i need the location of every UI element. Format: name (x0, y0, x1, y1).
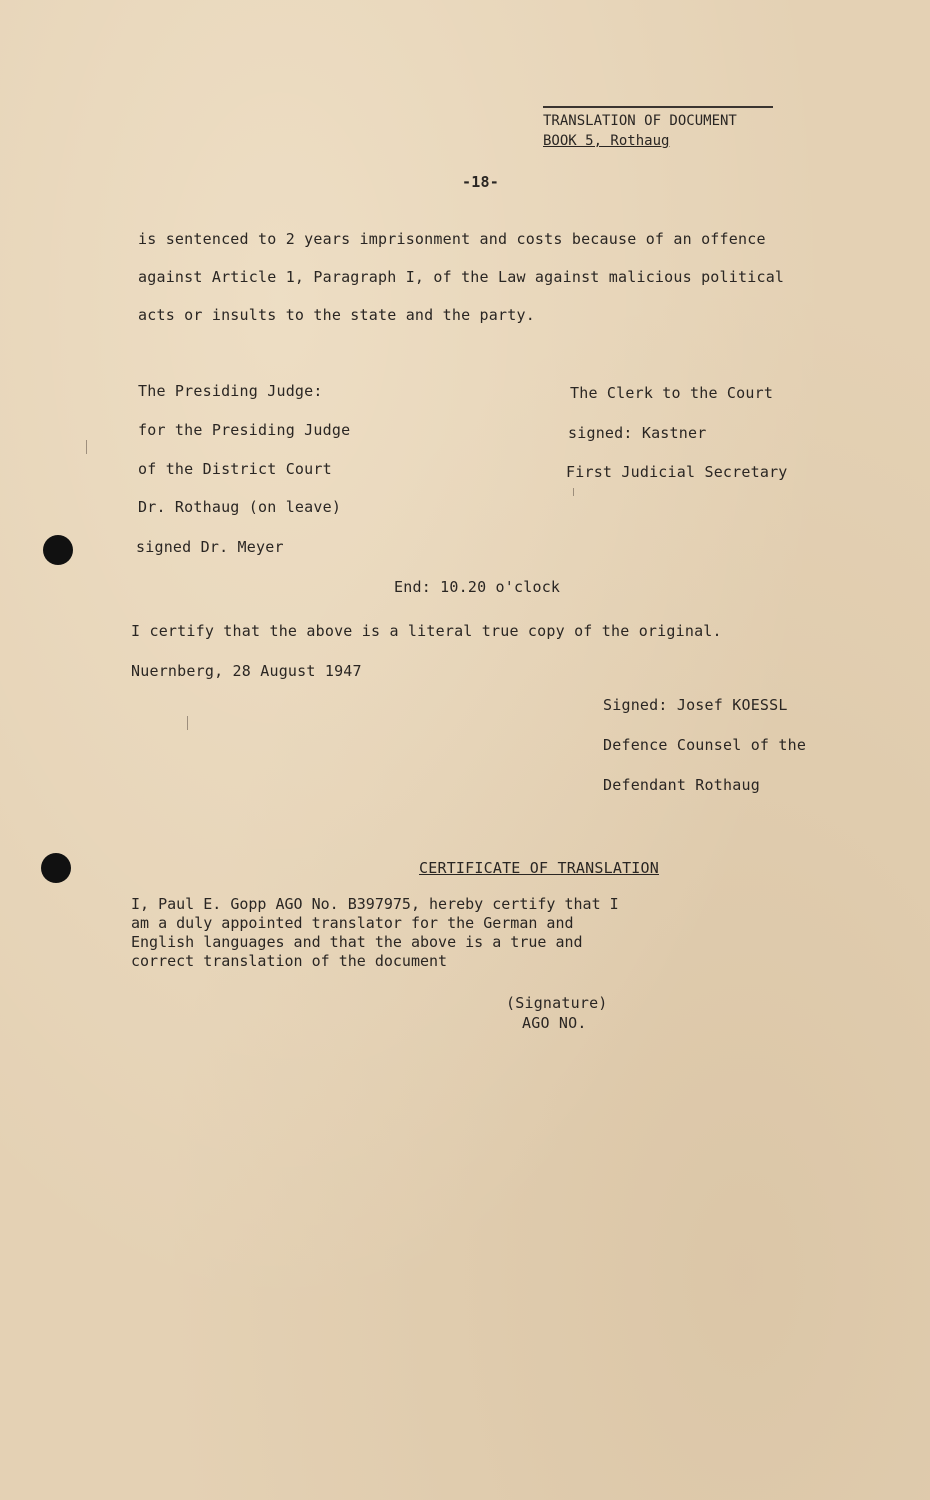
right-signature-line-3: First Judicial Secretary (566, 463, 788, 481)
punch-hole-top (43, 535, 73, 565)
certificate-line-1: I, Paul E. Gopp AGO No. B397975, hereby certify that I (131, 895, 619, 913)
left-signature-line-3: of the District Court (138, 460, 332, 478)
header-book: BOOK 5, Rothaug (543, 133, 670, 149)
right-signature-line-1: The Clerk to the Court (570, 384, 774, 402)
counsel-line-1: Signed: Josef KOESSL (603, 696, 788, 714)
place-date: Nuernberg, 28 August 1947 (131, 662, 362, 680)
left-signature-line-1: The Presiding Judge: (138, 382, 323, 400)
left-signature-line-4: Dr. Rothaug (on leave) (138, 498, 342, 516)
page-number: -18- (462, 173, 499, 191)
certificate-line-2: am a duly appointed translator for the German and (131, 914, 574, 932)
certificate-signature: (Signature) (506, 994, 608, 1012)
punch-hole-bottom (41, 853, 71, 883)
stray-mark (86, 440, 87, 454)
stray-mark (573, 488, 574, 496)
certificate-title: CERTIFICATE OF TRANSLATION (419, 859, 659, 877)
sentence-line-2: against Article 1, Paragraph I, of the Law against malicious political (138, 268, 785, 286)
sentence-line-3: acts or insults to the state and the party. (138, 306, 535, 324)
certificate-ago-number: AGO NO. (522, 1014, 587, 1032)
end-time: End: 10.20 o'clock (394, 578, 561, 596)
certificate-line-4: correct translation of the document (131, 952, 448, 970)
certificate-line-3: English languages and that the above is a true and (131, 933, 583, 951)
certificate-body (131, 895, 619, 971)
certify-copy-line: I certify that the above is a literal true copy of the original. (131, 622, 722, 640)
counsel-line-2: Defence Counsel of the (603, 736, 807, 754)
right-signature-line-2: signed: Kastner (568, 424, 707, 442)
header-rule (543, 106, 773, 108)
left-signature-line-2: for the Presiding Judge (138, 421, 351, 439)
counsel-line-3: Defendant Rothaug (603, 776, 760, 794)
left-signature-line-5: signed Dr. Meyer (136, 538, 284, 556)
sentence-line-1: is sentenced to 2 years imprisonment and costs because of an offence (138, 230, 766, 248)
stray-mark (187, 716, 188, 730)
header-title: TRANSLATION OF DOCUMENT (543, 113, 737, 129)
